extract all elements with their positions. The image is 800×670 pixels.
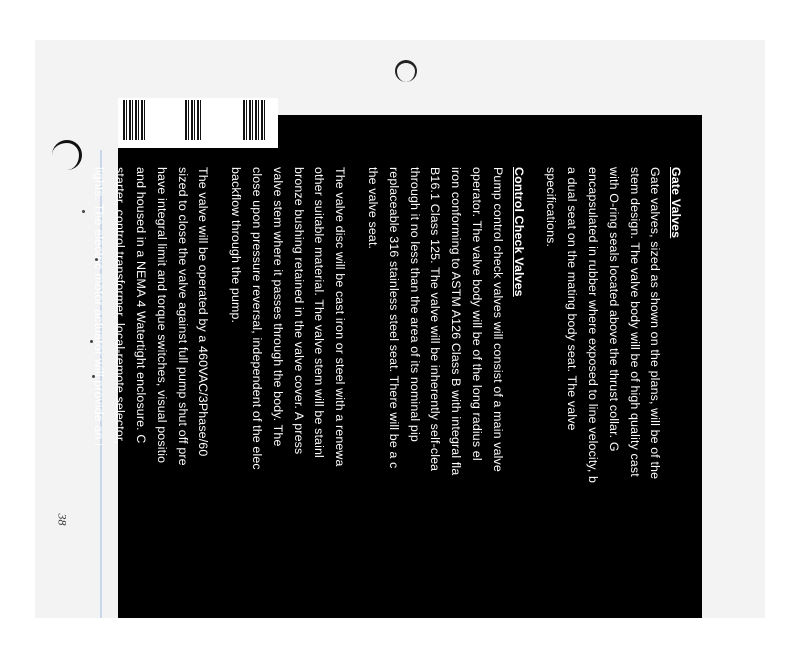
text-line-text: B16.1 Class 125. The valve will be inherently self-clea <box>428 167 443 472</box>
section-heading <box>665 167 687 670</box>
text-line <box>561 167 583 670</box>
text-line-text: backflow through the pump. <box>229 167 244 324</box>
text-line <box>362 167 384 670</box>
text-line <box>383 167 405 670</box>
text-line <box>540 167 562 670</box>
text-line-text: a dual seat on the mating body seat. The valve <box>565 167 580 431</box>
text-line-text: encapsulated in rubber where exposed to line velocity, b <box>586 167 600 484</box>
text-line-text: Pump control check valves will consist of a main valve <box>490 167 505 472</box>
text-line-text: specifications. <box>544 167 559 248</box>
text-line <box>487 167 509 670</box>
header-glyph <box>243 100 265 140</box>
text-line <box>329 167 351 670</box>
text-line <box>582 167 604 670</box>
text-line-text: operator. The valve body will be of the long radius el <box>470 167 484 461</box>
text-line <box>288 167 310 670</box>
text-line <box>308 167 330 670</box>
text-line-text: lights. The electric motor actuator will provide an i <box>92 167 107 447</box>
text-line <box>151 167 173 670</box>
text-line <box>246 167 268 670</box>
header-glyph <box>185 100 203 140</box>
inverted-text-panel <box>92 115 702 618</box>
text-line <box>130 167 152 670</box>
text-line-text: starter, control transformer, local-remote selector, <box>113 167 128 445</box>
text-line-text: with O-ring seals located above the thrust collar. G <box>606 167 621 452</box>
text-line <box>172 167 194 670</box>
text-line-text: iron conforming to ASTM A126 Class B with integral fla <box>449 167 464 476</box>
text-line <box>88 167 110 670</box>
punch-hole-arc <box>52 140 82 170</box>
text-line-text: the valve seat. <box>366 167 380 250</box>
text-line <box>445 167 467 670</box>
text-line-text: valve stem where it passes through the body. The <box>270 167 285 447</box>
text-line-text: The valve disc will be cast iron or steel with a renewa <box>333 167 348 467</box>
section-heading <box>508 167 530 670</box>
section-heading-text: Gate Valves <box>669 167 684 239</box>
scan-speck <box>82 210 85 213</box>
text-line-text: sized to close the valve against full pump shut off pre <box>175 167 190 466</box>
text-line-text: and housed in a NEMA 4 Watertight enclosure. C <box>134 167 148 444</box>
text-line <box>109 167 131 670</box>
punch-hole-mark <box>395 60 417 82</box>
text-line <box>624 167 646 670</box>
text-line-text: through it no less than the area of its nominal pip <box>407 167 422 442</box>
text-line <box>644 167 666 670</box>
text-line <box>267 167 289 670</box>
text-line-text: close upon pressure reversal, independent of the elec <box>250 167 264 470</box>
section-heading-text: Control Check Valves <box>511 167 526 297</box>
text-line <box>225 167 247 670</box>
text-line <box>424 167 446 670</box>
text-line-text: bronze bushing retained in the valve cover. A press <box>291 167 306 455</box>
text-line-text: other suitable material. The valve stem will be stainl <box>312 167 327 458</box>
text-line <box>603 167 625 670</box>
header-glyph <box>123 100 147 140</box>
page-number: 38 <box>55 513 70 526</box>
text-line <box>404 167 426 670</box>
text-line-text: The valve will be operated by a 460VAC/3Phase/60 <box>196 167 211 457</box>
text-line-text: stem design. The valve body will be of high quality cast <box>627 167 642 477</box>
text-line <box>192 167 214 670</box>
text-line <box>466 167 488 670</box>
text-line-text: have integral limit and torque switches, visual positio <box>154 167 169 464</box>
text-line-text: replaceable 316 stainless steel seat. There will be a c <box>386 167 401 469</box>
text-line-text: Gate valves, sized as shown on the plans, will be of the <box>648 167 663 480</box>
